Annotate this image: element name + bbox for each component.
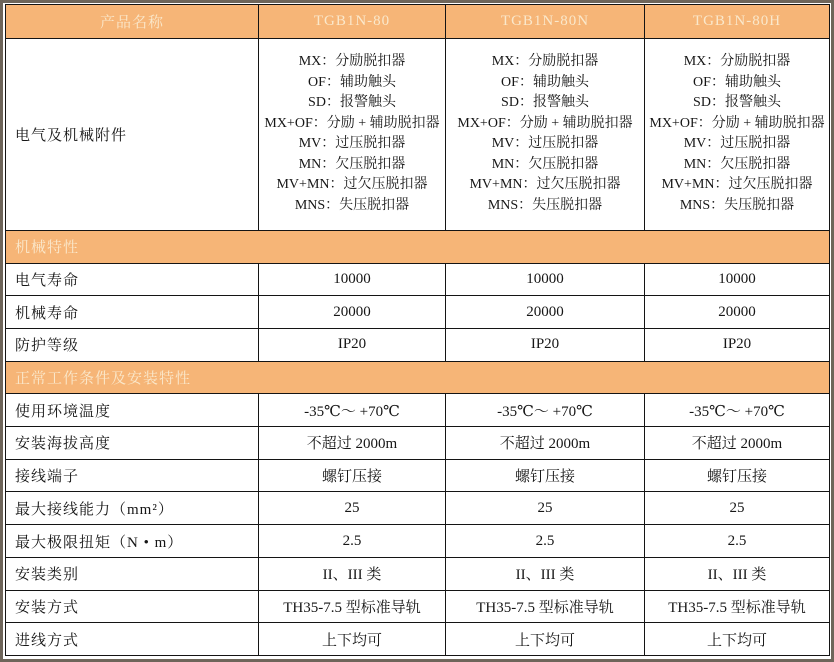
cell-value: 10000 bbox=[446, 263, 645, 296]
cell-value: 25 bbox=[446, 492, 645, 525]
cell-value: TH35-7.5 型标准导轨 bbox=[259, 590, 446, 623]
accessory-line: SD：报警触头 bbox=[693, 95, 781, 111]
cell-value: 25 bbox=[645, 492, 830, 525]
cell-value: 上下均可 bbox=[259, 623, 446, 656]
cell-value: IP20 bbox=[446, 328, 645, 361]
cell-value: II、III 类 bbox=[259, 557, 446, 590]
accessory-line: MV+MN：过欠压脱扣器 bbox=[469, 177, 621, 193]
cell-value: 2.5 bbox=[645, 525, 830, 558]
row-label: 最大极限扭矩（N • m） bbox=[6, 525, 259, 558]
accessory-line: MN：欠压脱扣器 bbox=[298, 156, 406, 172]
section-title: 正常工作条件及安装特性 bbox=[6, 361, 830, 394]
table-row-altitude bbox=[6, 427, 830, 460]
cell-value: 螺钉压接 bbox=[446, 459, 645, 492]
table-row-terminal-type bbox=[6, 459, 830, 492]
accessory-line: MNS：失压脱扣器 bbox=[294, 197, 410, 213]
cell-value: 2.5 bbox=[259, 525, 446, 558]
cell-value: IP20 bbox=[259, 328, 446, 361]
cell-value: II、III 类 bbox=[446, 557, 645, 590]
table-row-mechanical-life bbox=[6, 296, 830, 329]
section-title: 机械特性 bbox=[6, 230, 830, 263]
cell-value: II、III 类 bbox=[645, 557, 830, 590]
cell-value: TH35-7.5 型标准导轨 bbox=[645, 590, 830, 623]
accessories-cell-col3 bbox=[645, 38, 830, 230]
product-spec-table bbox=[5, 4, 830, 656]
header-model-tgb1n-80h: TGB1N-80H bbox=[645, 5, 830, 39]
row-label: 安装海拔高度 bbox=[6, 427, 259, 460]
table-header-row bbox=[6, 5, 830, 39]
header-product-name: 产品名称 bbox=[6, 5, 259, 39]
accessory-line: MV+MN：过欠压脱扣器 bbox=[276, 177, 428, 193]
cell-value: 上下均可 bbox=[645, 623, 830, 656]
table-row-incoming-line-direction bbox=[6, 623, 830, 656]
cell-value: 不超过 2000m bbox=[446, 427, 645, 460]
cell-value: TH35-7.5 型标准导轨 bbox=[446, 590, 645, 623]
cell-value: 20000 bbox=[645, 296, 830, 329]
row-label: 最大接线能力（mm²） bbox=[6, 492, 259, 525]
accessory-line: MX+OF：分励 + 辅助脱扣器 bbox=[264, 115, 440, 131]
header-model-tgb1n-80: TGB1N-80 bbox=[259, 5, 446, 39]
cell-value: 上下均可 bbox=[446, 623, 645, 656]
section-header-operating-conditions bbox=[6, 361, 830, 394]
accessories-cell-col1 bbox=[259, 38, 446, 230]
table-row-electrical-life bbox=[6, 263, 830, 296]
accessory-line: SD：报警触头 bbox=[308, 95, 396, 111]
table-row-mounting-method bbox=[6, 590, 830, 623]
row-label: 进线方式 bbox=[6, 623, 259, 656]
accessories-cell-col2 bbox=[446, 38, 645, 230]
cell-value: 25 bbox=[259, 492, 446, 525]
cell-value: 不超过 2000m bbox=[259, 427, 446, 460]
header-model-tgb1n-80n: TGB1N-80N bbox=[446, 5, 645, 39]
cell-value: 螺钉压接 bbox=[645, 459, 830, 492]
cell-value: 不超过 2000m bbox=[645, 427, 830, 460]
cell-value: 10000 bbox=[259, 263, 446, 296]
cell-value: 20000 bbox=[259, 296, 446, 329]
accessory-line: MN：欠压脱扣器 bbox=[683, 156, 791, 172]
cell-value: -35℃～ +70℃ bbox=[446, 394, 645, 427]
cell-value: 2.5 bbox=[446, 525, 645, 558]
row-label: 安装方式 bbox=[6, 590, 259, 623]
row-label-accessories: 电气及机械附件 bbox=[6, 38, 259, 230]
row-label: 电气寿命 bbox=[6, 263, 259, 296]
table-row-max-wire-capacity bbox=[6, 492, 830, 525]
accessory-line: MX：分励脱扣器 bbox=[683, 54, 791, 70]
table-row-ambient-temperature bbox=[6, 394, 830, 427]
cell-value: 10000 bbox=[645, 263, 830, 296]
accessory-line: MV：过压脱扣器 bbox=[298, 136, 406, 152]
accessory-line: SD：报警触头 bbox=[501, 95, 589, 111]
row-label: 安装类别 bbox=[6, 557, 259, 590]
row-label: 接线端子 bbox=[6, 459, 259, 492]
accessory-line: MX：分励脱扣器 bbox=[298, 54, 406, 70]
accessory-line: MNS：失压脱扣器 bbox=[487, 197, 603, 213]
accessory-line: MX+OF：分励 + 辅助脱扣器 bbox=[457, 115, 633, 131]
accessory-line: MN：欠压脱扣器 bbox=[491, 156, 599, 172]
row-label: 防护等级 bbox=[6, 328, 259, 361]
cell-value: -35℃～ +70℃ bbox=[259, 394, 446, 427]
table-row-protection-class bbox=[6, 328, 830, 361]
row-label: 机械寿命 bbox=[6, 296, 259, 329]
cell-value: -35℃～ +70℃ bbox=[645, 394, 830, 427]
accessory-line: OF：辅助触头 bbox=[501, 74, 589, 90]
accessory-line: MV：过压脱扣器 bbox=[683, 136, 791, 152]
accessory-line: MNS：失压脱扣器 bbox=[679, 197, 795, 213]
cell-value: IP20 bbox=[645, 328, 830, 361]
table-row-installation-category bbox=[6, 557, 830, 590]
accessory-line: MV+MN：过欠压脱扣器 bbox=[661, 177, 813, 193]
table-row-max-torque bbox=[6, 525, 830, 558]
accessory-line: MV：过压脱扣器 bbox=[491, 136, 599, 152]
section-header-mechanical bbox=[6, 230, 830, 263]
accessory-line: MX：分励脱扣器 bbox=[491, 54, 599, 70]
cell-value: 20000 bbox=[446, 296, 645, 329]
accessory-line: OF：辅助触头 bbox=[308, 74, 396, 90]
row-label: 使用环境温度 bbox=[6, 394, 259, 427]
accessory-line: OF：辅助触头 bbox=[693, 74, 781, 90]
accessories-row bbox=[6, 38, 830, 230]
accessory-line: MX+OF：分励 + 辅助脱扣器 bbox=[649, 115, 825, 131]
cell-value: 螺钉压接 bbox=[259, 459, 446, 492]
